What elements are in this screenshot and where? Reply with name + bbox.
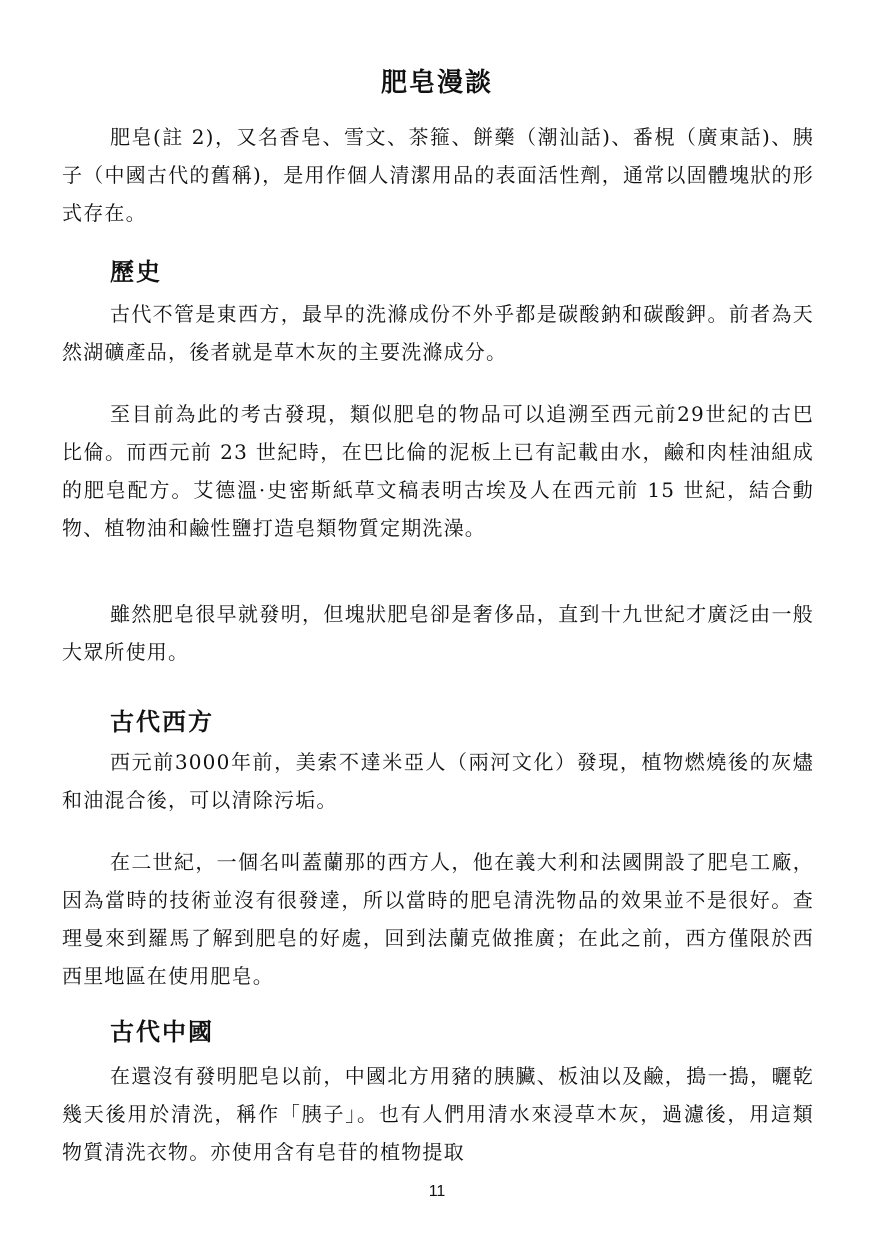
history-paragraph-2: 至目前為此的考古發現，類似肥皂的物品可以追溯至西元前29世紀的古巴比倫。而西元前 23 世紀時，在巴比倫的泥板上已有記載由水，鹼和肉桂油組成的肥皂配方。艾德溫·史密斯紙草文稿表明古埃及人在西元前 15 世紀，結合動物、植物油和鹼性鹽打造皂類物質定期洗澡。 [62, 402, 814, 540]
page-title: 肥皂漫談 [380, 68, 493, 98]
section-heading-ancient-west: 古代西方 [110, 708, 214, 736]
history-paragraph-1: 古代不管是東西方，最早的洗滌成份不外乎都是碳酸鈉和碳酸鉀。前者為天然湖礦產品，後者就是草木灰的主要洗滌成分。 [62, 302, 814, 364]
intro-paragraph: 肥皂(註 2)，又名香皂、雪文、茶箍、餅藥（潮汕話)、番梘（廣東話)、胰子（中國古代的舊稱)，是用作個人清潔用品的表面活性劑，通常以固體塊狀的形式存在。 [62, 125, 814, 225]
section-heading-history: 歷史 [110, 258, 162, 286]
history-paragraph-3: 雖然肥皂很早就發明，但塊狀肥皂卻是奢侈品，直到十九世紀才廣泛由一般大眾所使用。 [62, 602, 814, 664]
section-heading-ancient-china: 古代中國 [110, 1018, 214, 1046]
page-number: 11 [428, 1183, 446, 1200]
ancient-west-paragraph-1: 西元前3000年前，美索不達米亞人（兩河文化）發現，植物燃燒後的灰燼和油混合後，可以清除污垢。 [62, 750, 814, 812]
ancient-china-paragraph-1: 在還沒有發明肥皂以前，中國北方用豬的胰臟、板油以及鹼，搗一搗，曬乾幾天後用於清洗，稱作「胰子」。也有人們用清水來浸草木灰，過濾後，用這類物質清洗衣物。亦使用含有皂苷的植物提取 [62, 1064, 814, 1164]
ancient-west-paragraph-2: 在二世紀，一個名叫蓋蘭那的西方人，他在義大利和法國開設了肥皂工廠，因為當時的技術並沒有很發達，所以當時的肥皂清洗物品的效果並不是很好。查理曼來到羅馬了解到肥皂的好處，回到法蘭克做推廣；在此之前，西方僅限於西西里地區在使用肥皂。 [62, 850, 814, 988]
